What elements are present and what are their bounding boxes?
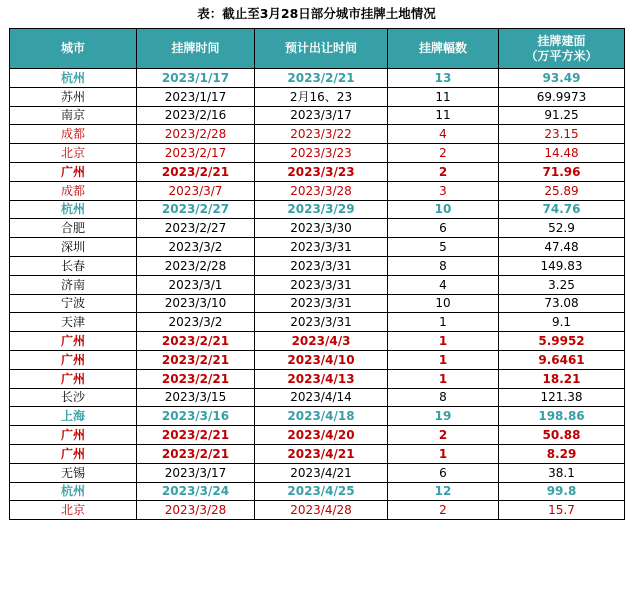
cell-city: 杭州 [10, 482, 137, 501]
table-row [10, 238, 625, 257]
table-row [10, 369, 625, 388]
cell-listing-date: 2023/2/28 [137, 125, 255, 144]
table-row [10, 256, 625, 275]
cell-count: 4 [388, 275, 499, 294]
cell-expected-sale-date: 2023/3/23 [255, 162, 388, 181]
cell-expected-sale-date: 2月16、23 [255, 87, 388, 106]
table-header-row [10, 29, 625, 69]
cell-city: 广州 [10, 162, 137, 181]
cell-expected-sale-date: 2023/3/31 [255, 256, 388, 275]
cell-city: 北京 [10, 144, 137, 163]
cell-area: 71.96 [499, 162, 625, 181]
header-area-label: 挂牌建面 [537, 33, 586, 48]
cell-area: 3.25 [499, 275, 625, 294]
cell-area: 8.29 [499, 444, 625, 463]
cell-listing-date: 2023/1/17 [137, 69, 255, 88]
cell-area: 91.25 [499, 106, 625, 125]
header-listing-date: 挂牌时间 [137, 29, 255, 69]
cell-listing-date: 2023/3/2 [137, 313, 255, 332]
cell-count: 12 [388, 482, 499, 501]
table-row [10, 463, 625, 482]
cell-listing-date: 2023/3/7 [137, 181, 255, 200]
cell-city: 杭州 [10, 200, 137, 219]
cell-listing-date: 2023/3/24 [137, 482, 255, 501]
cell-listing-date: 2023/3/10 [137, 294, 255, 313]
cell-count: 13 [388, 69, 499, 88]
cell-city: 广州 [10, 369, 137, 388]
land-listing-table [9, 28, 625, 520]
table-row [10, 219, 625, 238]
table-body [10, 69, 625, 520]
cell-area: 18.21 [499, 369, 625, 388]
cell-city: 宁波 [10, 294, 137, 313]
cell-expected-sale-date: 2023/3/23 [255, 144, 388, 163]
cell-listing-date: 2023/2/27 [137, 200, 255, 219]
cell-city: 成都 [10, 181, 137, 200]
cell-city: 杭州 [10, 69, 137, 88]
cell-expected-sale-date: 2023/3/29 [255, 200, 388, 219]
cell-area: 69.9973 [499, 87, 625, 106]
cell-listing-date: 2023/2/17 [137, 144, 255, 163]
cell-city: 天津 [10, 313, 137, 332]
cell-area: 25.89 [499, 181, 625, 200]
cell-count: 6 [388, 463, 499, 482]
cell-city: 北京 [10, 501, 137, 520]
cell-expected-sale-date: 2023/3/17 [255, 106, 388, 125]
header-expected-sale-date: 预计出让时间 [255, 29, 388, 69]
table-row [10, 181, 625, 200]
cell-city: 广州 [10, 350, 137, 369]
cell-area: 9.6461 [499, 350, 625, 369]
cell-expected-sale-date: 2023/3/30 [255, 219, 388, 238]
cell-expected-sale-date: 2023/3/31 [255, 275, 388, 294]
cell-area: 47.48 [499, 238, 625, 257]
cell-listing-date: 2023/3/2 [137, 238, 255, 257]
table-row [10, 275, 625, 294]
cell-city: 深圳 [10, 238, 137, 257]
cell-expected-sale-date: 2023/3/22 [255, 125, 388, 144]
table-row [10, 482, 625, 501]
cell-expected-sale-date: 2023/4/3 [255, 332, 388, 351]
cell-expected-sale-date: 2023/3/31 [255, 294, 388, 313]
cell-city: 广州 [10, 332, 137, 351]
cell-listing-date: 2023/3/15 [137, 388, 255, 407]
cell-city: 长沙 [10, 388, 137, 407]
cell-count: 19 [388, 407, 499, 426]
cell-listing-date: 2023/2/21 [137, 332, 255, 351]
cell-count: 5 [388, 238, 499, 257]
cell-expected-sale-date: 2023/3/28 [255, 181, 388, 200]
table-row [10, 144, 625, 163]
cell-listing-date: 2023/3/16 [137, 407, 255, 426]
cell-expected-sale-date: 2023/4/18 [255, 407, 388, 426]
cell-city: 济南 [10, 275, 137, 294]
cell-listing-date: 2023/2/16 [137, 106, 255, 125]
cell-expected-sale-date: 2023/3/31 [255, 313, 388, 332]
cell-count: 1 [388, 332, 499, 351]
cell-listing-date: 2023/3/28 [137, 501, 255, 520]
cell-city: 广州 [10, 444, 137, 463]
cell-count: 10 [388, 294, 499, 313]
cell-area: 15.7 [499, 501, 625, 520]
table-row [10, 444, 625, 463]
cell-count: 6 [388, 219, 499, 238]
cell-city: 合肥 [10, 219, 137, 238]
table-row [10, 350, 625, 369]
table-title: 表：截止至3月28日部分城市挂牌土地情况 [197, 6, 436, 21]
cell-area: 121.38 [499, 388, 625, 407]
cell-area: 93.49 [499, 69, 625, 88]
table-row [10, 407, 625, 426]
table-row [10, 332, 625, 351]
cell-listing-date: 2023/2/21 [137, 426, 255, 445]
cell-area: 14.48 [499, 144, 625, 163]
cell-expected-sale-date: 2023/4/21 [255, 463, 388, 482]
table-row [10, 125, 625, 144]
cell-area: 149.83 [499, 256, 625, 275]
cell-count: 8 [388, 256, 499, 275]
cell-count: 1 [388, 444, 499, 463]
cell-city: 上海 [10, 407, 137, 426]
table-row [10, 313, 625, 332]
table-row [10, 200, 625, 219]
cell-listing-date: 2023/2/21 [137, 369, 255, 388]
cell-city: 长春 [10, 256, 137, 275]
cell-count: 11 [388, 106, 499, 125]
cell-area: 38.1 [499, 463, 625, 482]
cell-count: 4 [388, 125, 499, 144]
table-row [10, 388, 625, 407]
cell-count: 8 [388, 388, 499, 407]
table-row [10, 426, 625, 445]
cell-listing-date: 2023/3/1 [137, 275, 255, 294]
cell-expected-sale-date: 2023/4/14 [255, 388, 388, 407]
cell-area: 9.1 [499, 313, 625, 332]
cell-count: 2 [388, 162, 499, 181]
table-row [10, 69, 625, 88]
cell-area: 52.9 [499, 219, 625, 238]
cell-listing-date: 2023/2/27 [137, 219, 255, 238]
cell-expected-sale-date: 2023/4/28 [255, 501, 388, 520]
cell-city: 苏州 [10, 87, 137, 106]
cell-expected-sale-date: 2023/4/21 [255, 444, 388, 463]
cell-expected-sale-date: 2023/4/13 [255, 369, 388, 388]
cell-count: 2 [388, 144, 499, 163]
cell-count: 1 [388, 313, 499, 332]
cell-count: 2 [388, 501, 499, 520]
cell-expected-sale-date: 2023/2/21 [255, 69, 388, 88]
table-row [10, 501, 625, 520]
cell-listing-date: 2023/3/17 [137, 463, 255, 482]
cell-area: 50.88 [499, 426, 625, 445]
cell-count: 1 [388, 350, 499, 369]
cell-area: 73.08 [499, 294, 625, 313]
cell-expected-sale-date: 2023/4/10 [255, 350, 388, 369]
cell-expected-sale-date: 2023/3/31 [255, 238, 388, 257]
header-area [499, 29, 625, 69]
cell-expected-sale-date: 2023/4/25 [255, 482, 388, 501]
header-city: 城市 [10, 29, 137, 69]
cell-count: 11 [388, 87, 499, 106]
table-row [10, 106, 625, 125]
cell-area: 99.8 [499, 482, 625, 501]
cell-expected-sale-date: 2023/4/20 [255, 426, 388, 445]
header-area-unit: （万平方米） [525, 48, 598, 63]
cell-area: 23.15 [499, 125, 625, 144]
cell-listing-date: 2023/1/17 [137, 87, 255, 106]
cell-listing-date: 2023/2/21 [137, 162, 255, 181]
table-row [10, 162, 625, 181]
cell-city: 成都 [10, 125, 137, 144]
table-row [10, 294, 625, 313]
cell-count: 10 [388, 200, 499, 219]
cell-city: 南京 [10, 106, 137, 125]
cell-city: 无锡 [10, 463, 137, 482]
cell-area: 74.76 [499, 200, 625, 219]
cell-count: 2 [388, 426, 499, 445]
table-row [10, 87, 625, 106]
cell-listing-date: 2023/2/21 [137, 350, 255, 369]
cell-area: 5.9952 [499, 332, 625, 351]
cell-city: 广州 [10, 426, 137, 445]
cell-area: 198.86 [499, 407, 625, 426]
cell-listing-date: 2023/2/28 [137, 256, 255, 275]
cell-count: 3 [388, 181, 499, 200]
header-count: 挂牌幅数 [388, 29, 499, 69]
cell-listing-date: 2023/2/21 [137, 444, 255, 463]
cell-count: 1 [388, 369, 499, 388]
